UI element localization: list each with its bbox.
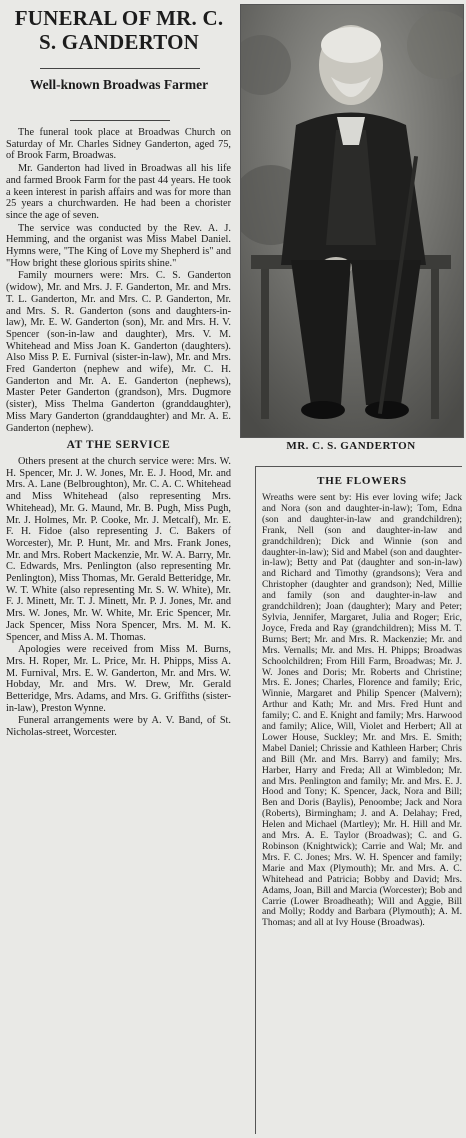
headline: FUNERAL OF MR. C. S. GANDERTON: [14, 6, 224, 54]
portrait-illustration: [241, 5, 463, 437]
subheadline: Well-known Broadwas Farmer: [29, 77, 209, 92]
flowers-text: Wreaths were sent by: His ever loving wife; Jack and Nora (son and daughter-in-law); Tom, Edna (son and daughter-in-law and grandchildren); Frank, Nell (son and daughter-in-law and grandchildren); Dick and Winnie (son and daughter-in-law); Sid and Mabel (son and daughter-in-law); Betty and Pat (daughter and son-in-law) and Richard and Timothy (grandsons); Vera and Christopher (daughter and grandson); Ned, Millie and family (son and daughter-in-law and grandchildren); Joan (daughter); Mary and Peter; Sylvia, Jennifer, Margaret, Julia and Roger; Eric, Joyce, Freda and Ray (grandchildren); Miss M. T. Burns; Bert; Mr. and Mrs. R. Mackenzie; Mr. and Mrs. Vernalls; Mr. and Mrs. H. Phipps; Broadwas Schoolchildren; From Hill Farm, Broadwas; Mr. J. W. Jones and Doris; Mr. Roberts and Christine; Mrs. E. Jones; Charles, Florence and family; Eric, Winnie, Margaret and Philip Spencer (Malvern); Arthur and Kath; Mr. and Mrs. Fred Hunt and family; C. and E. Knight and family; Mrs. Harwood and family; Alice, Will, Violet and Herbert; All at Lower House, Suckley; Mr. and Mrs. E. Smith; Mabel Daniel; Chrissie and Kathleen Harber; Chris and Bill (Mr. and Mrs. Barry) and family; Mrs. Harber, Harry and Freda; All at Wimbledon; Mr. and Mrs. Penlington and family; Mr. and Mrs. E. J. Hood and Tony; K. Spencer, Jack, Nora and Bill; Ben and Doris (Baylis), Penoombe; Jack and Nora (Roberts), Birmingham; J. and A. Delahay; Fred, Helen and Michael (Martley); Mr. H. Hill and Mr. and Mrs. A. E. Taylor (Broadwas); C. and G. Robinson (Knightwick); Carrie and Wal; Mr. and Mrs. F. C. Jones; Mrs. W. H. Spencer and family; Marie and Max (Plymouth); Mr. and Mrs. A. C. Whitehead and Patricia; Bobby and David; Mrs. Adams, Joan, Bill and Marcia (Worcester); Bob and Carrie (Lower Broadheath); Will and Aggie, Bill and Molly; Roddy and Barbara (Plymouth); A. M. Thomas; and all at Ivy House (Broadwas).: [262, 492, 462, 929]
flowers-heading: THE FLOWERS: [317, 475, 407, 487]
photo-caption: MR. C. S. GANDERTON: [286, 440, 416, 452]
article-paragraph: The funeral took place at Broadwas Church on Saturday of Mr. Charles Sidney Ganderton, aged 75, of Brook Farm, Broadwas.: [6, 127, 231, 162]
article-paragraph: The service was conducted by the Rev. A. J. Hemming, and the organist was Miss Mabel Daniel. Hymns were, "The King of Love my Shepherd is" and "How bright these glorious spirits shine.": [6, 222, 231, 269]
subheadline-rule: [70, 120, 170, 121]
service-paragraph: Funeral arrangements were by A. V. Band, of St. Nicholas-street, Worcester.: [6, 715, 231, 739]
service-paragraph: Others present at the church service were: Mrs. W. H. Spencer, Mr. J. W. Jones, Mr. E. J. Hood, Mr. and Mrs. A. Lane (Belbroughton), Mr. C. A. C. Whitehead and Miss Whitehead (also representing Mrs. Whitehead), Mr. G. Maund, Mr. B. Pugh, Miss Pugh, Mr. J. Holmes, Mr. P. Cooke, Mr. J. Metcalf), Mr. E. F. H. Fidoe (also representing J. C. Bakers of Worcester), Mr. P. Hunt, Mr. and Mrs. Frank Jones, Mr. and Mrs. Robert Mackenzie, Mr. W. A. Barry, Mr. C. Edwards, Mrs. Penlington (also representing Mr. Penlington), Miss Thomas, Mr. Gerald Betteridge, Mr. W. T. White (also representing Mr. S. W. White), Mr. F. J. Minett, Mr. T. J. Minett, Mr. P. J. Jones, Mr. and Mrs. W. Jones, Mr. W. White, Mr. Eric Spencer, Mr. Jack Spencer, Miss Nora Spencer, Mrs. M. M. K. Spencer, and Miss A. M. Thomas.: [6, 455, 231, 643]
article-body: [6, 127, 231, 740]
headline-rule: [40, 68, 200, 69]
article-paragraph: Family mourners were: Mrs. C. S. Ganderton (widow), Mr. and Mrs. J. F. Ganderton, Mr. and Mrs. T. L. Ganderton, Mr. and Mrs. C. P. Ganderton, Mr. and Mrs. S. R. Ganderton (sons and daughters-in-law), Mr. E. W. Ganderton (son), Mr. and Mrs. H. V. Spencer (son-in-law and daughter), Mrs. V. M. Whitehead and Miss Joan K. Ganderton (daughters). Also Miss P. E. Furnival (sister-in-law), Mr. and Mrs. Fred Ganderton (nephew and wife), Mr. C. H. Ganderton and Mr. A. E. Ganderton (nephews), Master Peter Ganderton (grandson), Mrs. Dugmore (sister), Miss Thelma Ganderton (granddaughter), Miss Mary Ganderton (granddaughter) and Mr. A. E. Ganderton (nephew).: [6, 270, 231, 434]
service-paragraph: Apologies were received from Miss M. Burns, Mrs. H. Roper, Mr. L. Price, Mr. H. Phipps, Miss A. M. Furnival, Mrs. E. W. Ganderton, Mr. and Mrs. W. Hobday, Mr. and Mrs. W. Drew, Mr. Gerald Betteridge, Mrs. Adams, and Mrs. G. Griffiths (sister-in-law), Preston Wynne.: [6, 644, 231, 714]
portrait-photo: [240, 4, 464, 438]
service-heading: AT THE SERVICE: [66, 439, 171, 452]
flowers-box: [255, 466, 462, 1134]
article-paragraph: Mr. Ganderton had lived in Broadwas all his life and farmed Brook Farm for the past 44 years. He took a keen interest in parish affairs and was for more than 25 years a churchwarden. He had been a chorister since the age of seven.: [6, 163, 231, 221]
